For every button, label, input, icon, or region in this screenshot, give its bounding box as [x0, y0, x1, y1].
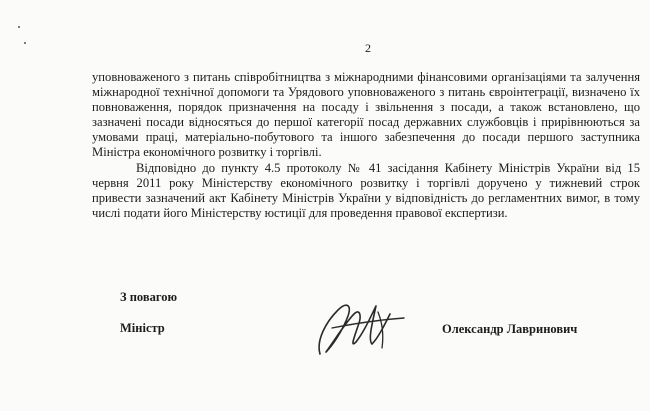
- letter-body: [92, 70, 640, 221]
- signatory-title: Міністр: [120, 321, 165, 335]
- scan-speck: [18, 26, 20, 28]
- handwritten-signature: [312, 292, 412, 362]
- paragraph-continuation: уповноваженого з питань співробітництва з міжнародними фінансовими організаціями та залучення міжнародної технічної допомоги та Урядового уповноваженого з питань євроінтеграції, визначено їх повноваження, порядок призначення на посаду і звільнення з посади, а також встановлено, що зазначені посади відносяться до першої категорії посад державних службовців і прирівнюються за умовами праці, матеріально-побутового та іншого забезпечення до посади першого заступника Міністра економічного розвитку і торгівлі.: [92, 70, 640, 160]
- paragraph-instruction: Відповідно до пункту 4.5 протоколу № 41 засідання Кабінету Міністрів України від 15 червня 2011 року Міністерству економічного розвитку і торгівлі доручено у тижневий строк привести зазначений акт Кабінету Міністрів України у відповідність до регламентних вимог, в тому числі подати його Міністерству юстиції для проведення правової експертизи.: [92, 160, 640, 220]
- scan-speck: [24, 42, 26, 44]
- signatory-name: Олександр Лавринович: [442, 322, 578, 336]
- closing-regards: З повагою: [120, 290, 178, 304]
- page-number: 2: [365, 41, 371, 55]
